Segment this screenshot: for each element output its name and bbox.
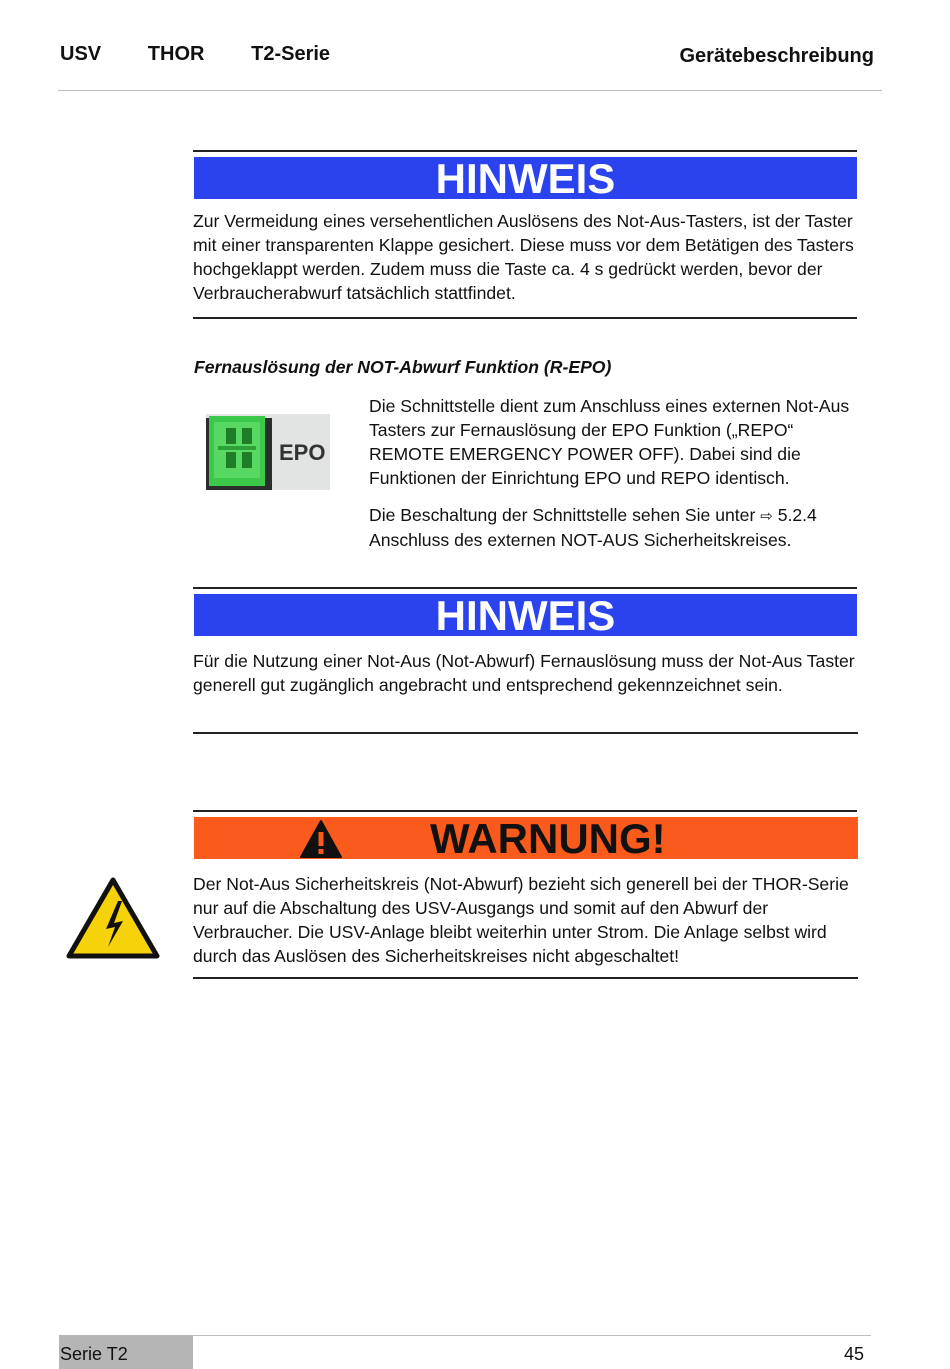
header-chapter-title: Gerätebeschreibung — [679, 45, 874, 67]
electrical-hazard-icon — [66, 877, 160, 959]
warning-banner — [194, 815, 858, 862]
warning-text: Der Not-Aus Sicherheitskreis (Not-Abwurf) bezieht sich generell bei der THOR-Serie nur auf die Abschaltung des USV-Ausgangs und somit auf den Abwurf der Verbraucher. Die USV-Anlage bleibt weiterhin unter Strom. Die Anlage selbst wird durch das Auslösen des Sicherheitskreises nicht abgeschaltet! — [193, 874, 849, 966]
notice2-top-rule — [193, 587, 857, 589]
warning-banner-title: WARNUNG! — [430, 815, 666, 862]
header-document-title: USV THOR T2-Serie — [60, 43, 331, 65]
notice1-text: Zur Vermeidung eines versehentlichen Auslösens des Not-Aus-Tasters, ist der Taster mit einer transparenten Klappe gesichert. Diese muss vor dem Betätigen des Tasters hochgeklappt werden. Zudem muss die Taste ca. 4 s gedrückt werden, bevor der Verbraucherabwurf tatsächlich stattfindet. — [193, 211, 854, 303]
epo-terminal-photo — [206, 414, 330, 490]
section-paragraph-2 — [369, 503, 867, 552]
header-divider — [58, 90, 882, 91]
warning-top-rule — [193, 810, 857, 812]
page-number: 45 — [843, 1344, 864, 1364]
cross-reference-link[interactable]: 5.2.4 Anschluss des externen NOT-AUS Sicherheitskreises. — [369, 505, 817, 550]
section-paragraph-2-prefix: Die Beschaltung der Schnittstelle sehen Sie unter — [369, 505, 756, 525]
notice2-text: Für die Nutzung einer Not-Aus (Not-Abwurf) Fernauslösung muss der Not-Aus Taster generell gut zugänglich angebracht und entsprechend gekennzeichnet sein. — [193, 651, 855, 695]
warning-bottom-rule — [193, 977, 858, 979]
epo-terminal-label: EPO — [279, 440, 326, 465]
notice1-top-rule — [193, 150, 857, 152]
notice2-bottom-rule — [193, 732, 858, 734]
warning-triangle-icon — [299, 819, 343, 859]
section-heading: Fernauslösung der NOT-Abwurf Funktion (R-EPO) — [194, 357, 612, 377]
cross-reference-arrow-icon: ⇨ — [760, 507, 773, 525]
notice1-bottom-rule — [193, 317, 857, 319]
notice2-banner: HINWEIS — [194, 594, 857, 636]
section-paragraph-1: Die Schnittstelle dient zum Anschluss eines externen Not-Aus Tasters zur Fernauslösung der EPO Funktion („REPO“ REMOTE EMERGENCY POWER OFF). Dabei sind die Funktionen der Einrichtung EPO und REPO identisch. — [369, 396, 850, 488]
footer-divider — [193, 1335, 871, 1336]
notice1-banner: HINWEIS — [194, 157, 857, 199]
footer-series-label: Serie T2 — [60, 1344, 128, 1364]
